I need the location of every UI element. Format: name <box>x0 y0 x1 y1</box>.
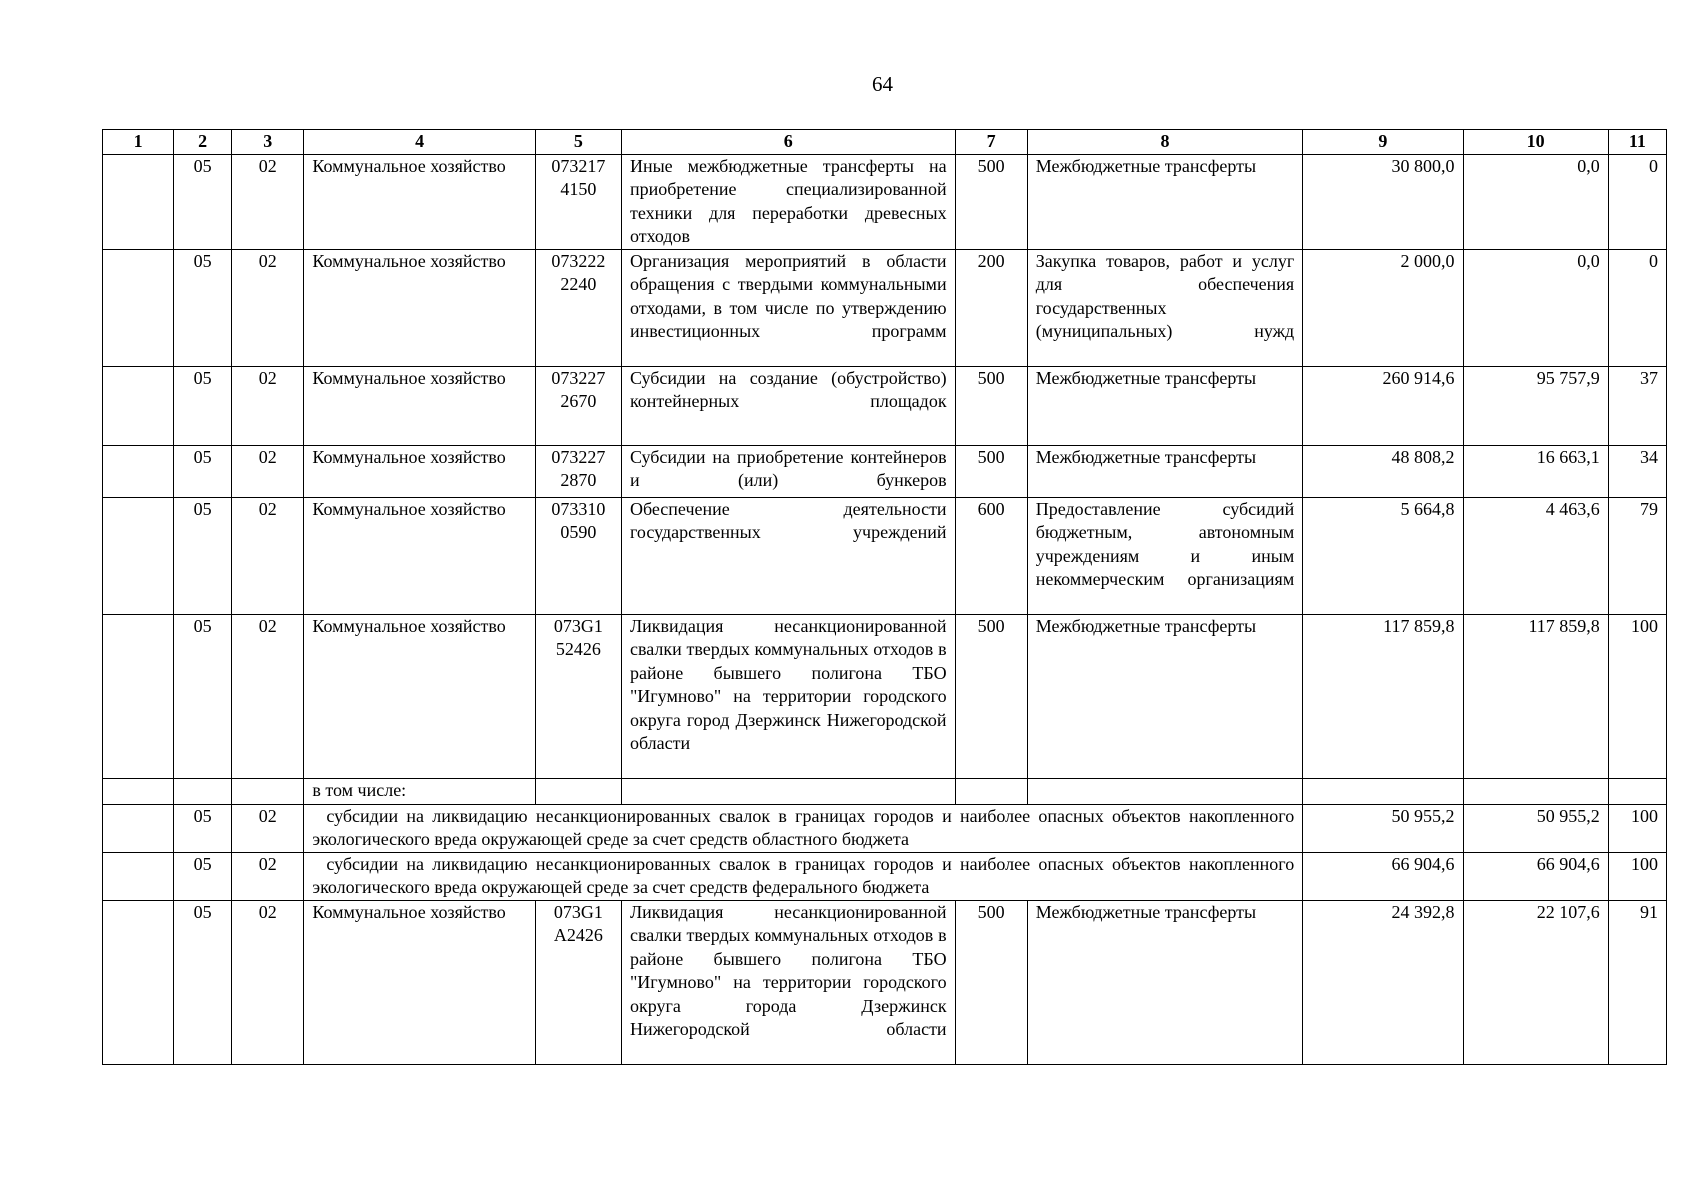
cell-target-code: 073227 2870 <box>535 445 621 497</box>
cell-empty <box>103 445 174 497</box>
cell-actual: 22 107,6 <box>1463 900 1608 1064</box>
cell-name: Коммунальное хозяйство <box>304 249 535 366</box>
cell-empty <box>103 366 174 445</box>
cell-percent: 100 <box>1608 804 1666 852</box>
header-row <box>103 130 1667 155</box>
cell-section: 05 <box>174 366 232 445</box>
cell-target-code: 073222 2240 <box>535 249 621 366</box>
cell-empty <box>103 778 174 804</box>
cell-section: 05 <box>174 804 232 852</box>
subsidy-description: субсидии на ликвидацию несанкционированных свалок в границах городов и наиболее опасных объектов накопленного экологического вреда окружающей среде за счет средств областного бюджета <box>304 804 1303 852</box>
cell-percent: 37 <box>1608 366 1666 445</box>
cell-expense-type: 500 <box>955 445 1027 497</box>
cell-expense-name: Межбюджетные трансферты <box>1027 614 1303 778</box>
table-row <box>103 445 1667 497</box>
cell-expense-name: Закупка товаров, работ и услуг для обеспечения государственных (муниципальных) нужд <box>1027 249 1303 366</box>
cell-actual: 66 904,6 <box>1463 852 1608 900</box>
cell-expense-name: Межбюджетные трансферты <box>1027 366 1303 445</box>
cell-subsection: 02 <box>232 445 304 497</box>
cell-description: Организация мероприятий в области обращения с твердыми коммунальными отходами, в том числе по утверждению инвестиционных программ <box>621 249 955 366</box>
cell-name: Коммунальное хозяйство <box>304 614 535 778</box>
cell-expense-name: Межбюджетные трансферты <box>1027 445 1303 497</box>
cell-expense-type: 500 <box>955 900 1027 1064</box>
table-row <box>103 154 1667 249</box>
cell-expense-name: Межбюджетные трансферты <box>1027 900 1303 1064</box>
cell-expense-type: 200 <box>955 249 1027 366</box>
col-header-11: 11 <box>1608 130 1666 155</box>
cell-plan: 117 859,8 <box>1303 614 1463 778</box>
cell-description: Субсидии на создание (обустройство) контейнерных площадок <box>621 366 955 445</box>
cell-expense-name: Предоставление субсидий бюджетным, автономным учреждениям и иным некоммерческим организациям <box>1027 497 1303 614</box>
cell-target-code: 073G1 А2426 <box>535 900 621 1064</box>
cell-plan: 2 000,0 <box>1303 249 1463 366</box>
cell-plan: 5 664,8 <box>1303 497 1463 614</box>
cell-description: Субсидии на приобретение контейнеров и (или) бункеров <box>621 445 955 497</box>
cell-subsection: 02 <box>232 366 304 445</box>
cell-empty <box>103 614 174 778</box>
col-header-5: 5 <box>535 130 621 155</box>
cell-actual: 4 463,6 <box>1463 497 1608 614</box>
cell-description: Ликвидация несанкционированной свалки твердых коммунальных отходов в районе бывшего полигона ТБО "Игумново" на территории городского округа город Дзержинск Нижегородской области <box>621 614 955 778</box>
cell-target-code: 073310 0590 <box>535 497 621 614</box>
cell-subsection: 02 <box>232 497 304 614</box>
cell-actual: 0,0 <box>1463 249 1608 366</box>
col-header-9: 9 <box>1303 130 1463 155</box>
cell-percent: 79 <box>1608 497 1666 614</box>
col-header-1: 1 <box>103 130 174 155</box>
cell-description: Иные межбюджетные трансферты на приобретение специализированной техники для переработки древесных отходов <box>621 154 955 249</box>
cell-section: 05 <box>174 900 232 1064</box>
table-row <box>103 366 1667 445</box>
cell-percent: 0 <box>1608 249 1666 366</box>
cell-plan: 24 392,8 <box>1303 900 1463 1064</box>
table-row <box>103 900 1667 1064</box>
budget-table <box>102 129 1667 1065</box>
cell-subsection: 02 <box>232 154 304 249</box>
cell-subsection: 02 <box>232 804 304 852</box>
page-number: 64 <box>872 72 893 96</box>
cell-percent: 34 <box>1608 445 1666 497</box>
table-row <box>103 497 1667 614</box>
cell-empty <box>1027 778 1303 804</box>
cell-empty <box>103 249 174 366</box>
cell-description: Обеспечение деятельности государственных учреждений <box>621 497 955 614</box>
cell-percent: 100 <box>1608 852 1666 900</box>
table-row <box>103 614 1667 778</box>
col-header-2: 2 <box>174 130 232 155</box>
cell-empty <box>535 778 621 804</box>
cell-empty <box>174 778 232 804</box>
col-header-3: 3 <box>232 130 304 155</box>
cell-plan: 50 955,2 <box>1303 804 1463 852</box>
cell-section: 05 <box>174 249 232 366</box>
cell-empty <box>1463 778 1608 804</box>
subsidy-description: субсидии на ликвидацию несанкционированных свалок в границах городов и наиболее опасных объектов накопленного экологического вреда окружающей среде за счет средств федерального бюджета <box>304 852 1303 900</box>
cell-subsection: 02 <box>232 614 304 778</box>
including-label: в том числе: <box>304 778 535 804</box>
cell-percent: 100 <box>1608 614 1666 778</box>
subsidy-row <box>103 852 1667 900</box>
cell-target-code: 073G1 52426 <box>535 614 621 778</box>
col-header-6: 6 <box>621 130 955 155</box>
col-header-4: 4 <box>304 130 535 155</box>
cell-empty <box>103 900 174 1064</box>
cell-plan: 260 914,6 <box>1303 366 1463 445</box>
subsidy-row <box>103 804 1667 852</box>
cell-section: 05 <box>174 445 232 497</box>
cell-subsection: 02 <box>232 249 304 366</box>
cell-percent: 0 <box>1608 154 1666 249</box>
cell-target-code: 073217 4150 <box>535 154 621 249</box>
cell-percent: 91 <box>1608 900 1666 1064</box>
cell-expense-type: 500 <box>955 154 1027 249</box>
cell-empty <box>103 804 174 852</box>
cell-actual: 95 757,9 <box>1463 366 1608 445</box>
cell-description: Ликвидация несанкционированной свалки твердых коммунальных отходов в районе бывшего полигона ТБО "Игумново" на территории городского округа города Дзержинск Нижегородской области <box>621 900 955 1064</box>
cell-name: Коммунальное хозяйство <box>304 497 535 614</box>
cell-empty <box>103 154 174 249</box>
col-header-10: 10 <box>1463 130 1608 155</box>
cell-empty <box>1303 778 1463 804</box>
cell-name: Коммунальное хозяйство <box>304 445 535 497</box>
cell-empty <box>1608 778 1666 804</box>
cell-section: 05 <box>174 614 232 778</box>
cell-name: Коммунальное хозяйство <box>304 900 535 1064</box>
cell-section: 05 <box>174 852 232 900</box>
cell-subsection: 02 <box>232 900 304 1064</box>
cell-expense-name: Межбюджетные трансферты <box>1027 154 1303 249</box>
cell-empty <box>232 778 304 804</box>
cell-expense-type: 600 <box>955 497 1027 614</box>
col-header-7: 7 <box>955 130 1027 155</box>
cell-actual: 16 663,1 <box>1463 445 1608 497</box>
cell-plan: 30 800,0 <box>1303 154 1463 249</box>
cell-plan: 66 904,6 <box>1303 852 1463 900</box>
cell-section: 05 <box>174 497 232 614</box>
cell-expense-type: 500 <box>955 366 1027 445</box>
cell-target-code: 073227 2670 <box>535 366 621 445</box>
cell-empty <box>955 778 1027 804</box>
cell-subsection: 02 <box>232 852 304 900</box>
col-header-8: 8 <box>1027 130 1303 155</box>
cell-empty <box>621 778 955 804</box>
cell-section: 05 <box>174 154 232 249</box>
cell-actual: 117 859,8 <box>1463 614 1608 778</box>
cell-actual: 50 955,2 <box>1463 804 1608 852</box>
cell-name: Коммунальное хозяйство <box>304 366 535 445</box>
table-row <box>103 249 1667 366</box>
cell-expense-type: 500 <box>955 614 1027 778</box>
cell-empty <box>103 497 174 614</box>
cell-empty <box>103 852 174 900</box>
cell-plan: 48 808,2 <box>1303 445 1463 497</box>
cell-name: Коммунальное хозяйство <box>304 154 535 249</box>
including-row <box>103 778 1667 804</box>
cell-actual: 0,0 <box>1463 154 1608 249</box>
